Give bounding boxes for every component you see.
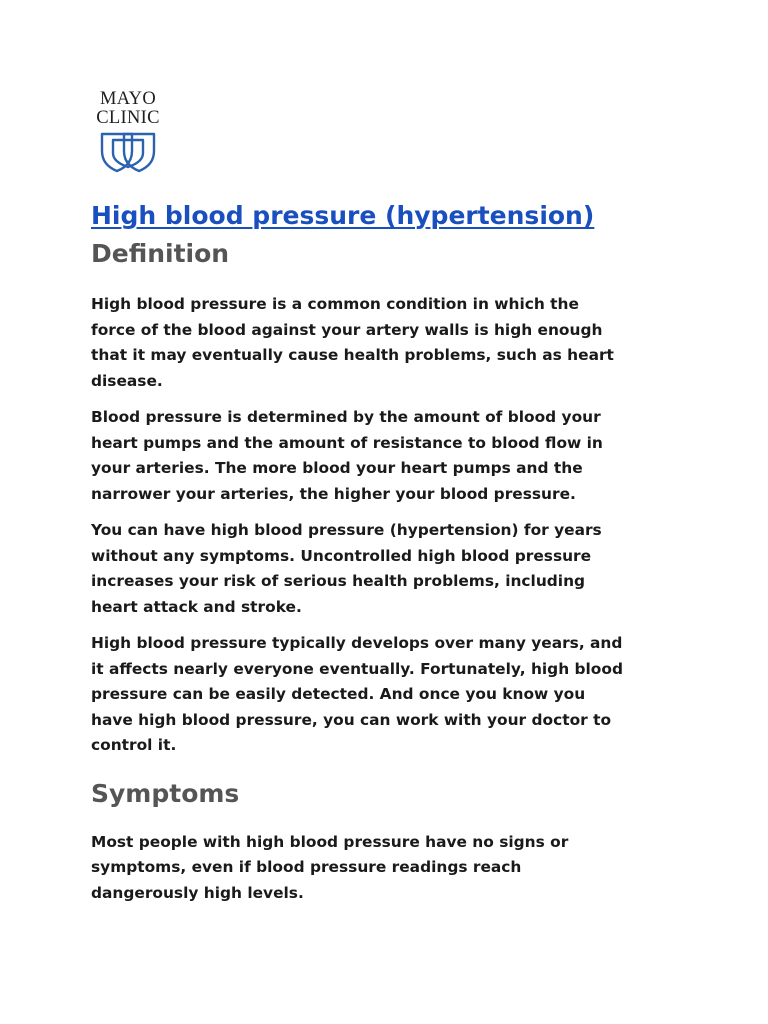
- text-line: heart pumps and the amount of resistance to blood flow in: [91, 433, 603, 452]
- text-line: without any symptoms. Uncontrolled high blood pressure: [91, 546, 592, 565]
- mayo-shields-icon: [99, 131, 157, 173]
- section-heading-symptoms: Symptoms: [91, 778, 240, 808]
- definition-paragraph: [91, 631, 691, 759]
- symptoms-paragraph: [91, 830, 691, 907]
- text-line: Blood pressure is determined by the amount of blood your: [91, 408, 601, 426]
- definition-paragraph: [91, 292, 691, 394]
- article-title-link[interactable]: High blood pressure (hypertension): [91, 201, 595, 230]
- text-line: disease.: [91, 371, 163, 390]
- logo-word-mayo: MAYO: [99, 89, 157, 109]
- mayo-clinic-logo: [88, 90, 168, 173]
- article: [91, 196, 691, 906]
- text-line: dangerously high levels.: [91, 883, 304, 902]
- text-line: High blood pressure is a common condition in which the: [91, 295, 579, 313]
- definition-paragraph: [91, 405, 691, 507]
- text-line: that it may eventually cause health problems, such as heart: [91, 346, 614, 364]
- text-line: heart attack and stroke.: [91, 597, 302, 616]
- text-line: Most people with high blood pressure have no signs or: [91, 832, 569, 851]
- text-line: force of the blood against your artery walls is high enough: [91, 320, 603, 339]
- text-line: it affects nearly everyone eventually. Fortunately, high blood: [91, 659, 623, 678]
- text-line: narrower your arteries, the higher your blood pressure.: [91, 484, 576, 503]
- text-line: symptoms, even if blood pressure readings reach: [91, 858, 522, 876]
- text-line: have high blood pressure, you can work with your doctor to: [91, 710, 612, 729]
- text-line: increases your risk of serious health problems, including: [91, 572, 586, 590]
- text-line: You can have high blood pressure (hypertension) for years: [91, 521, 602, 539]
- logo-word-clinic: CLINIC: [96, 108, 160, 128]
- definition-paragraph: [91, 518, 691, 620]
- section-heading-definition: Definition: [91, 239, 230, 268]
- text-line: pressure can be easily detected. And once you know you: [91, 685, 586, 703]
- text-line: High blood pressure typically develops over many years, and: [91, 634, 623, 652]
- text-line: control it.: [91, 736, 177, 754]
- text-line: your arteries. The more blood your heart pumps and the: [91, 459, 583, 477]
